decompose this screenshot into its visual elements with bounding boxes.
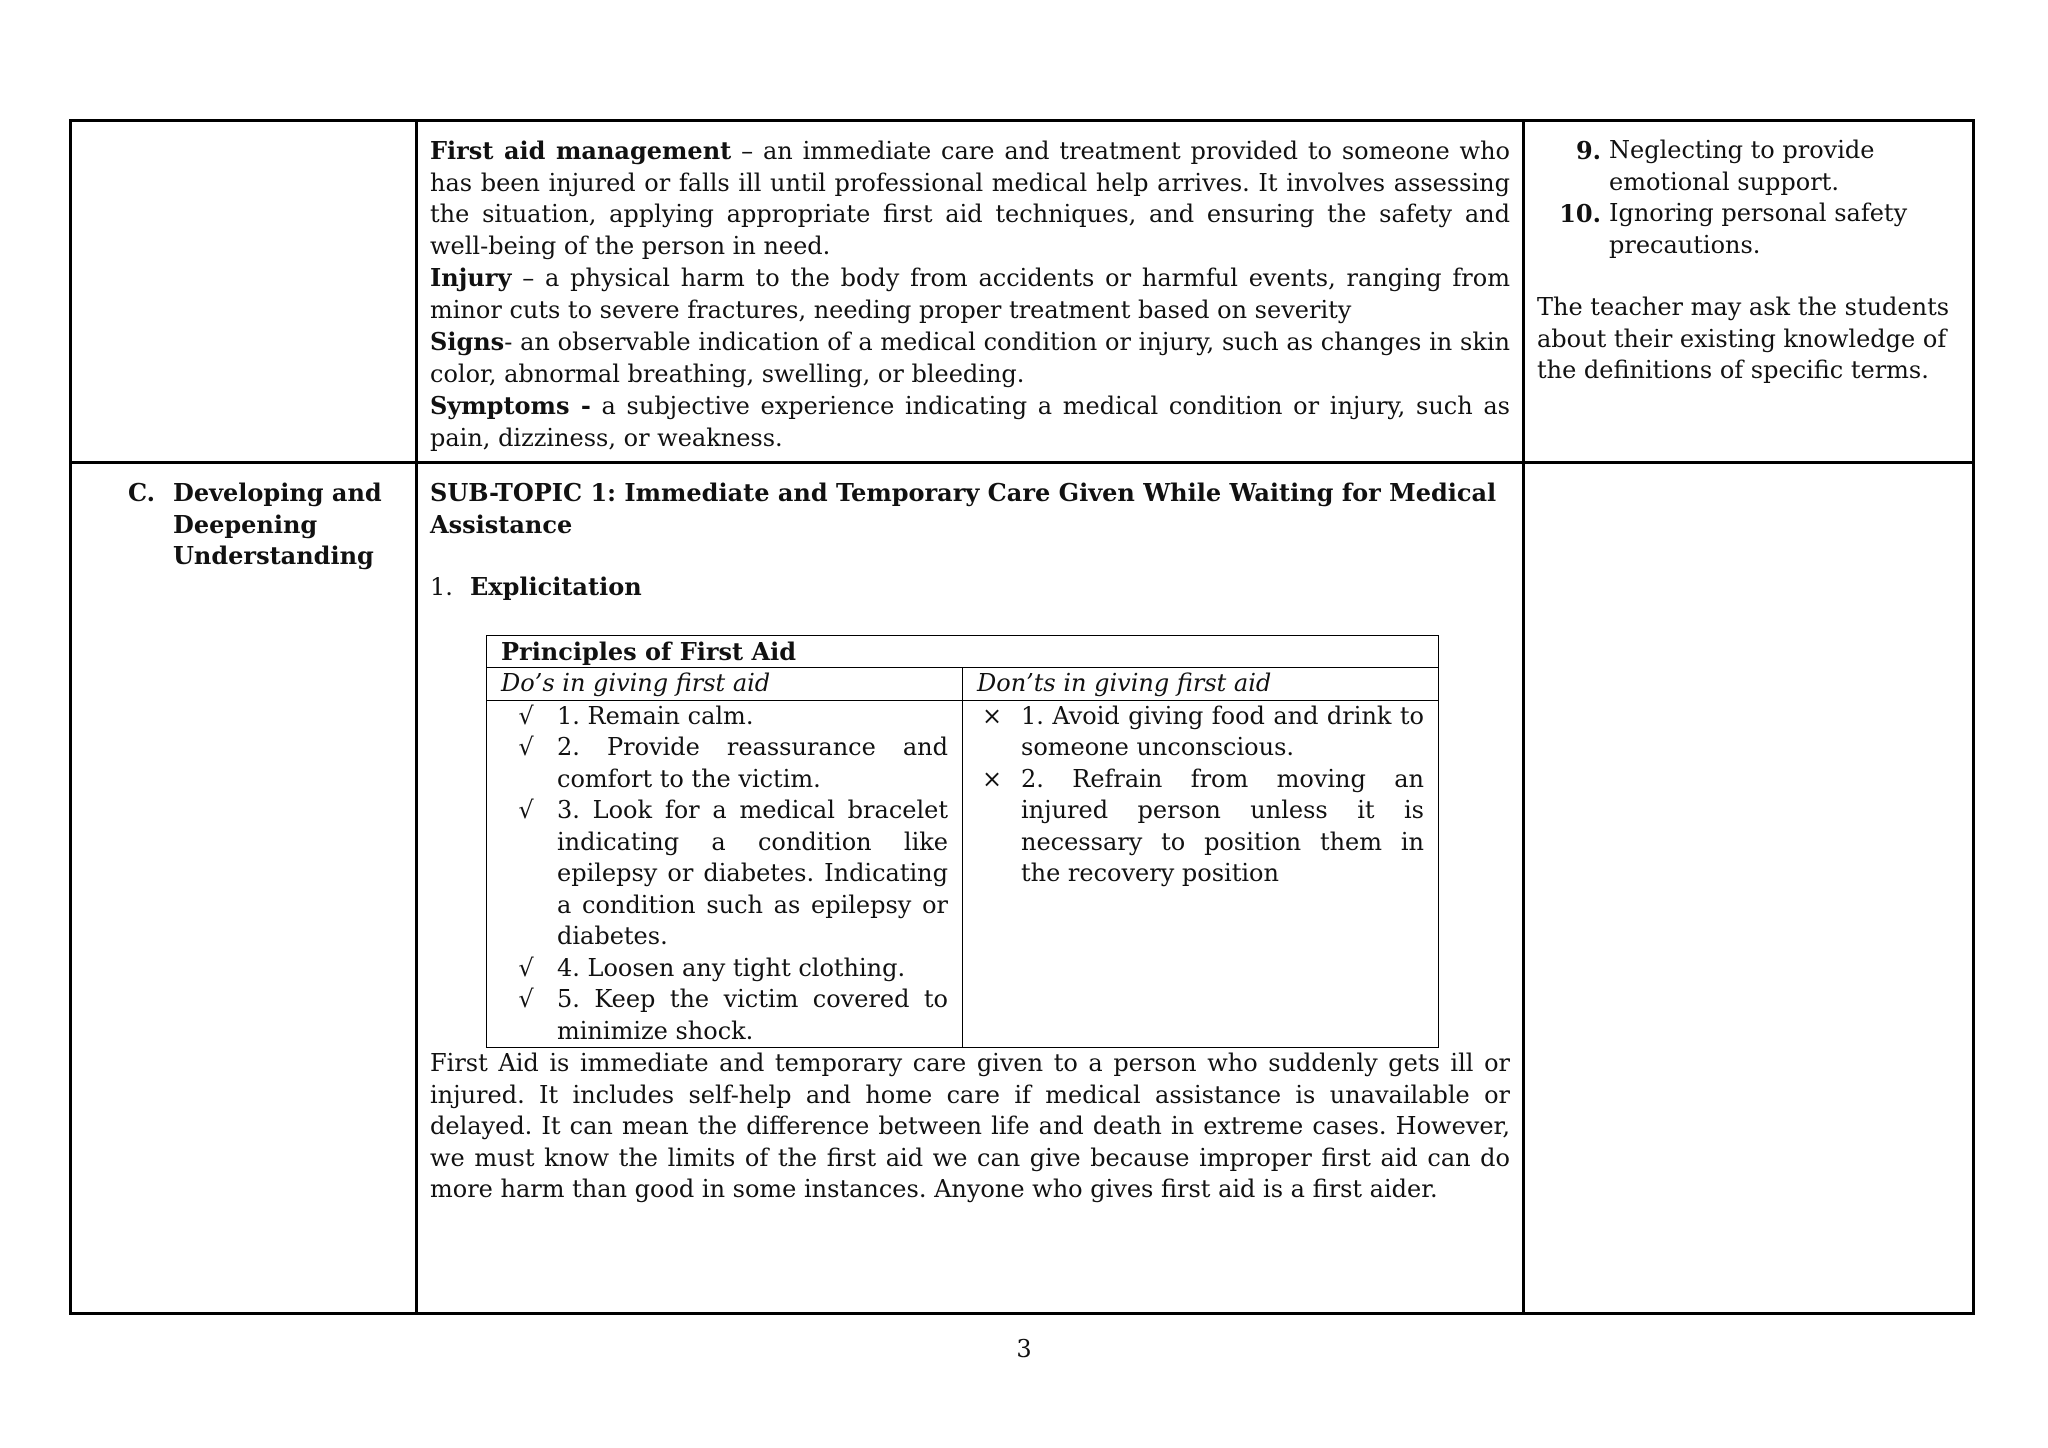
list-item <box>977 701 1424 764</box>
table-row <box>71 121 1974 463</box>
step-heading <box>430 571 1510 604</box>
donts-cell <box>963 700 1439 1048</box>
term-definition <box>430 390 1510 454</box>
terms-cell <box>417 121 1524 463</box>
table-row <box>71 463 1974 1314</box>
term-separator: - <box>504 328 521 356</box>
term-text: a subjective experience indicating a medical condition or injury, such as pain, dizziness, or weakness. <box>430 392 1510 452</box>
notes-cell <box>1524 121 1974 463</box>
step-number: 1. <box>430 573 453 601</box>
list-item <box>977 764 1424 890</box>
empty-notes-cell <box>1524 463 1974 1314</box>
donts-header: Don’ts in giving first aid <box>963 668 1439 701</box>
term-name: Injury <box>430 263 512 292</box>
term-name: First aid management <box>430 136 732 165</box>
item-text: 5. Keep the victim covered to minimize shock. <box>557 985 948 1045</box>
term-text: a physical harm to the body from accidents or harmful events, ranging from minor cuts to severe fractures, needing proper treatment based on severity <box>430 264 1510 324</box>
page-number: 3 <box>1016 1335 1032 1363</box>
item-text: 3. Look for a medical bracelet indicating a condition like epilepsy or diabetes. Indicating a condition such as epilepsy or diabetes. <box>557 796 948 950</box>
section-label <box>72 464 415 572</box>
item-text: 2. Provide reassurance and comfort to the victim. <box>557 733 948 793</box>
term-separator <box>591 392 602 420</box>
item-text: Neglecting to provide emotional support. <box>1609 136 1875 196</box>
dos-cell <box>487 700 963 1048</box>
check-icon: √ <box>518 701 534 730</box>
teacher-note: The teacher may ask the students about their existing knowledge of the definitions of specific terms. <box>1537 293 1950 384</box>
dos-header: Do’s in giving first aid <box>487 668 963 701</box>
cross-icon: × <box>981 764 1003 793</box>
step-title: Explicitation <box>470 572 642 601</box>
donts-list <box>977 701 1424 890</box>
term-name: Signs <box>430 327 505 356</box>
check-icon: √ <box>518 985 534 1013</box>
term-name: Symptoms - <box>430 391 591 420</box>
list-item <box>1537 135 1958 198</box>
item-text: 1. Remain calm. <box>557 701 754 730</box>
cross-icon: × <box>981 701 1003 730</box>
list-item <box>501 795 948 953</box>
list-item <box>1537 198 1958 261</box>
principles-table <box>486 635 1439 1049</box>
check-icon: √ <box>518 953 534 982</box>
principles-title: Principles of First Aid <box>487 635 1439 668</box>
list-item <box>501 953 948 985</box>
item-text: 4. Loosen any tight clothing. <box>557 953 906 982</box>
dos-list <box>501 701 948 1048</box>
item-text: Ignoring personal safety precautions. <box>1609 199 1908 259</box>
check-icon: √ <box>518 796 534 824</box>
term-definition <box>430 262 1510 326</box>
section-letter: C. <box>128 478 156 507</box>
list-item <box>501 701 948 733</box>
section-title: Developing and Deepening Understanding <box>173 478 382 570</box>
item-text: 2. Refrain from moving an injured person unless it is necessary to position them in the recovery position <box>1021 764 1424 887</box>
mistakes-list <box>1537 135 1958 261</box>
term-text: an observable indication of a medical condition or injury, such as changes in skin color, abnormal breathing, swelling, or bleeding. <box>430 328 1510 388</box>
list-item <box>501 984 948 1047</box>
subtopic-heading: SUB-TOPIC 1: Immediate and Temporary Care Given While Waiting for Medical Assistance <box>430 478 1497 539</box>
content-cell <box>417 463 1524 1314</box>
first-aid-paragraph: First Aid is immediate and temporary care given to a person who suddenly gets ill or injured. It includes self-help and home care if medical assistance is unavailable or delayed. It can mean the difference between life and death in extreme cases. However, we must know the limits of the first aid we can give because improper first aid can do more harm than good in some instances. Anyone who gives first aid is a first aider. <box>430 1049 1510 1203</box>
term-definition <box>430 135 1510 262</box>
section-label-cell <box>71 463 417 1314</box>
item-number: 9. <box>1575 136 1601 165</box>
term-text: an immediate care and treatment provided to someone who has been injured or falls ill until professional medical help arrives. It involves assessing the situation, applying appropriate first aid techniques, and ensuring the safety and well-being of the person in need. <box>430 137 1510 260</box>
list-item <box>501 732 948 795</box>
empty-label-cell <box>71 121 417 463</box>
item-number: 10. <box>1559 199 1601 228</box>
lesson-plan-table <box>69 119 1975 1315</box>
item-text: 1. Avoid giving food and drink to someone unconscious. <box>1021 701 1424 761</box>
check-icon: √ <box>518 733 534 761</box>
term-definition <box>430 326 1510 390</box>
term-separator: – <box>731 137 763 165</box>
term-separator: – <box>511 264 546 292</box>
